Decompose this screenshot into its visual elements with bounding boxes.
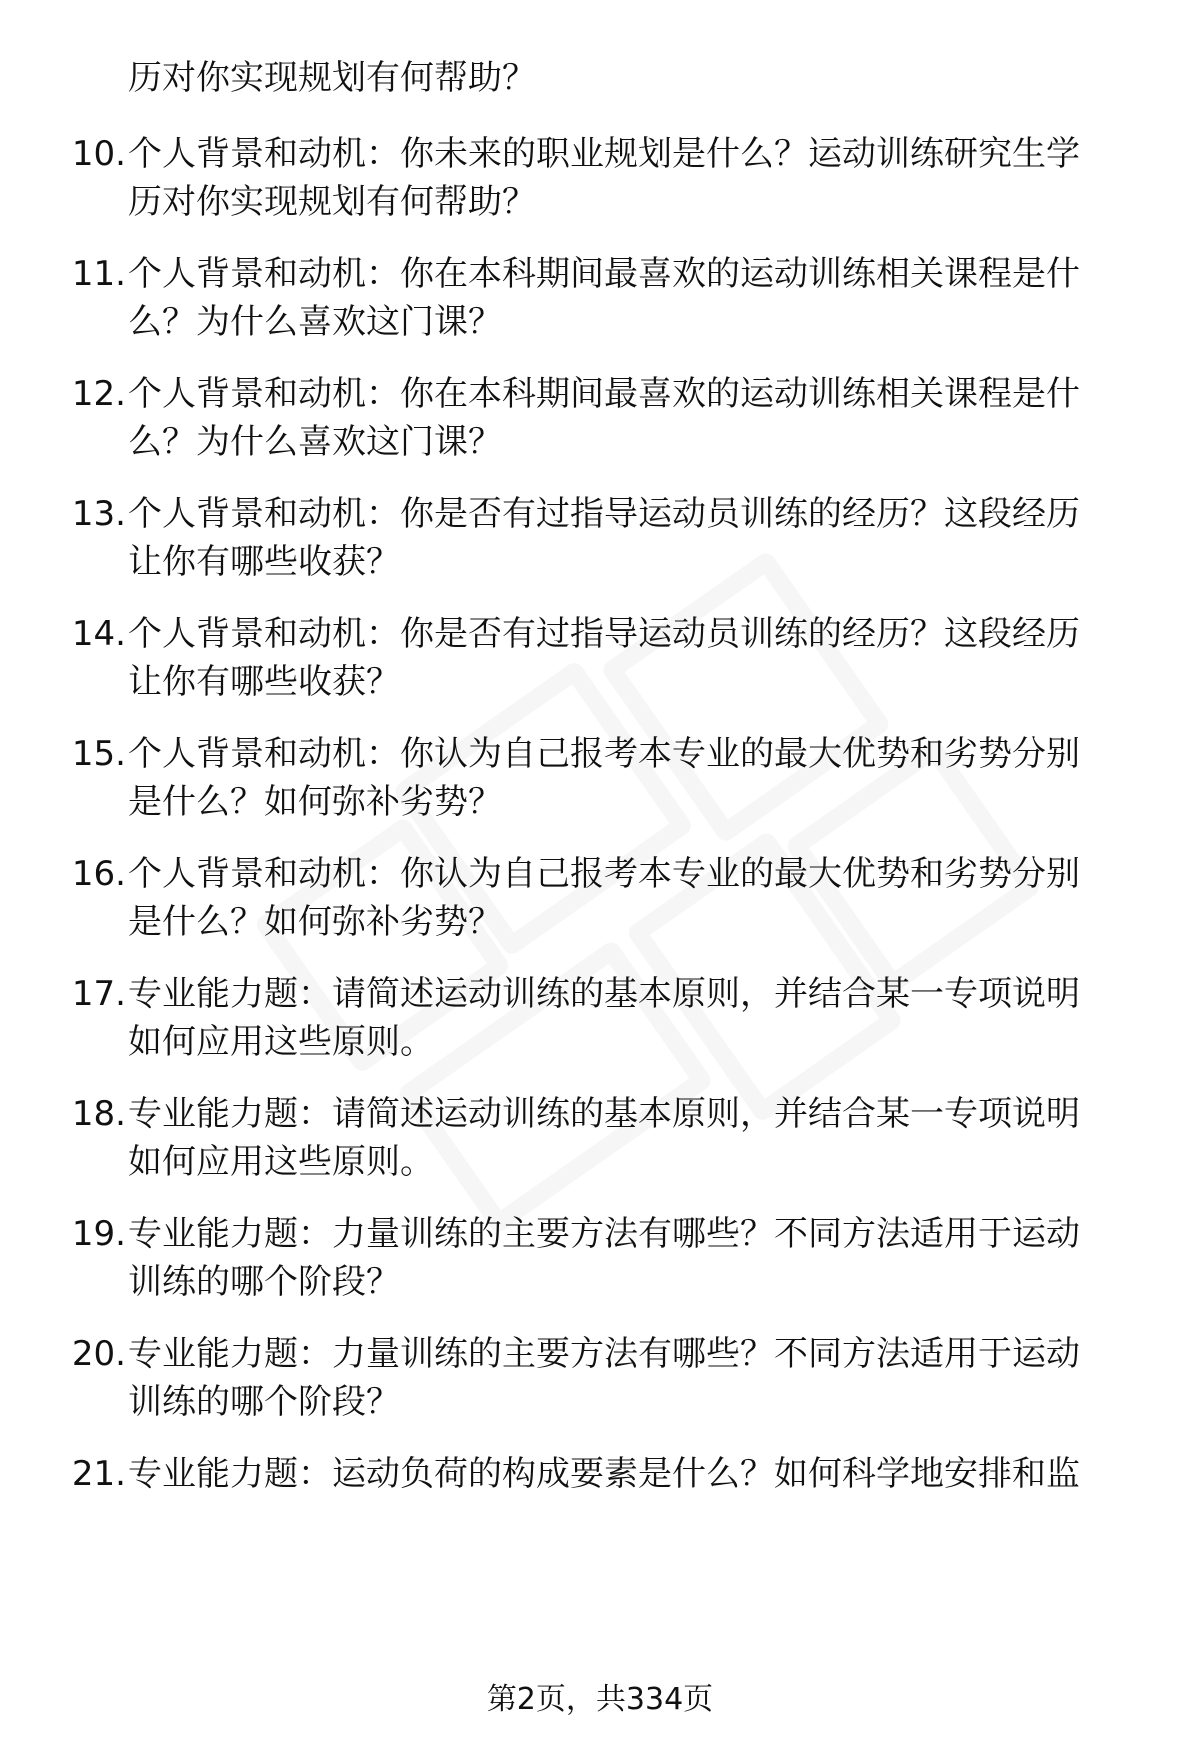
question-number: 15. — [71, 734, 126, 774]
question-text-line: 专业能力题：力量训练的主要方法有哪些？不同方法适用于运动 — [128, 1334, 1080, 1374]
question-number: 10. — [71, 134, 126, 174]
question-number: 16. — [71, 854, 126, 894]
question-number: 14. — [71, 614, 126, 654]
question-number: 21. — [71, 1454, 126, 1494]
question-text-line: 么？为什么喜欢这门课？ — [128, 422, 502, 462]
question-number: 18. — [71, 1094, 126, 1134]
question-number: 13. — [71, 494, 126, 534]
question-text-line: 专业能力题：请简述运动训练的基本原则，并结合某一专项说明 — [128, 1094, 1080, 1134]
question-text-line: 个人背景和动机：你认为自己报考本专业的最大优势和劣势分别 — [128, 854, 1080, 894]
question-text-line: 如何应用这些原则。 — [128, 1142, 434, 1182]
question-text-line: 是什么？如何弥补劣势？ — [128, 902, 502, 942]
question-number: 19. — [71, 1214, 126, 1254]
page-footer — [0, 1680, 1200, 1720]
question-text-line: 让你有哪些收获？ — [128, 662, 400, 702]
question-text-line: 让你有哪些收获？ — [128, 542, 400, 582]
question-text-line: 训练的哪个阶段？ — [128, 1262, 400, 1302]
question-text-line: 专业能力题：力量训练的主要方法有哪些？不同方法适用于运动 — [128, 1214, 1080, 1254]
question-text-line: 专业能力题：请简述运动训练的基本原则，并结合某一专项说明 — [128, 974, 1080, 1014]
question-text-line: 是什么？如何弥补劣势？ — [128, 782, 502, 822]
question-text-line: 专业能力题：运动负荷的构成要素是什么？如何科学地安排和监 — [128, 1454, 1080, 1494]
question-number: 20. — [71, 1334, 126, 1374]
question-number: 17. — [71, 974, 126, 1014]
question-number: 12. — [71, 374, 126, 414]
page-number-label: 第2页，共334页 — [486, 1682, 714, 1717]
question-text-line: 个人背景和动机：你是否有过指导运动员训练的经历？这段经历 — [128, 614, 1080, 654]
question-text-line: 训练的哪个阶段？ — [128, 1382, 400, 1422]
question-text-line: 么？为什么喜欢这门课？ — [128, 302, 502, 342]
question-text-line: 个人背景和动机：你在本科期间最喜欢的运动训练相关课程是什 — [128, 254, 1080, 294]
question-text-line: 个人背景和动机：你在本科期间最喜欢的运动训练相关课程是什 — [128, 374, 1080, 414]
question-text-line: 历对你实现规划有何帮助？ — [128, 58, 536, 98]
question-text-line: 个人背景和动机：你未来的职业规划是什么？运动训练研究生学 — [128, 134, 1080, 174]
question-number: 11. — [71, 254, 126, 294]
question-text-line: 历对你实现规划有何帮助？ — [128, 182, 536, 222]
question-text-line: 个人背景和动机：你认为自己报考本专业的最大优势和劣势分别 — [128, 734, 1080, 774]
question-text-line: 如何应用这些原则。 — [128, 1022, 434, 1062]
question-text-line: 个人背景和动机：你是否有过指导运动员训练的经历？这段经历 — [128, 494, 1080, 534]
